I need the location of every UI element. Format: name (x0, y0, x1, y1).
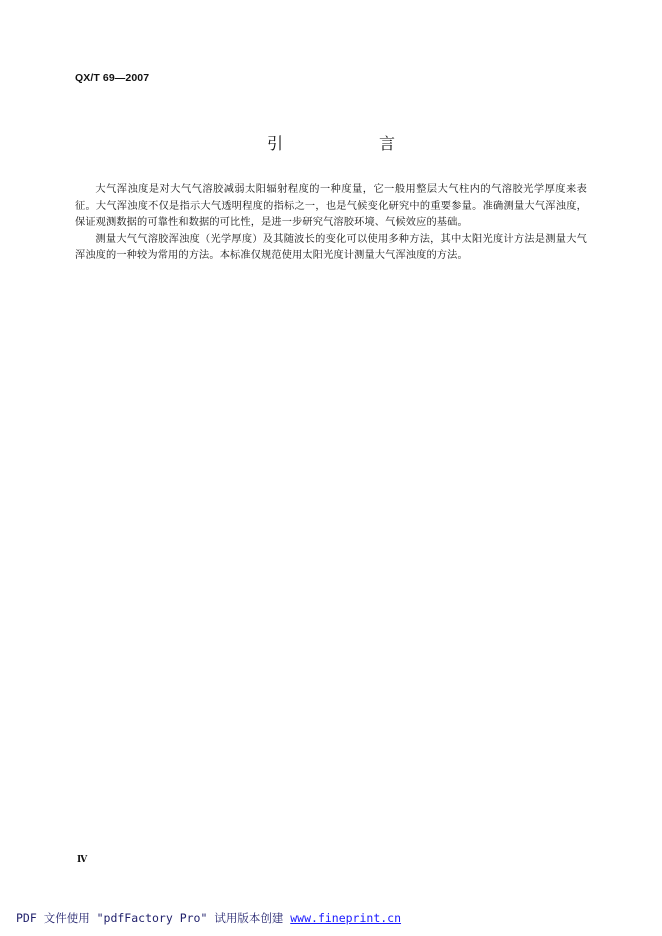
standard-code: QX/T 69—2007 (75, 72, 150, 84)
page-number: Ⅳ (77, 854, 88, 864)
paragraph: 大气浑浊度是对大气气溶胶减弱太阳辐射程度的一种度量，它一般用整层大气柱内的气溶胶光学厚度来表征。大气浑浊度不仅是指示大气透明程度的指标之一，也是气候变化研究中的重要参量。准确测量大气浑浊度，保证观测数据的可靠性和数据的可比性，是进一步研究气溶胶环境、气候效应的基础。 (75, 184, 587, 229)
body-text (75, 182, 587, 265)
paragraph: 测量大气气溶胶浑浊度（光学厚度）及其随波长的变化可以使用多种方法，其中太阳光度计方法是测量大气浑浊度的一种较为常用的方法。本标准仅规范使用太阳光度计测量大气浑浊度的方法。 (75, 233, 587, 262)
section-title: 引 言 (266, 134, 435, 153)
footer-link[interactable]: www.fineprint.cn (290, 911, 402, 925)
pdf-footer (16, 910, 401, 926)
footer-text: PDF 文件使用 "pdfFactory Pro" 试用版本创建 (16, 911, 291, 925)
